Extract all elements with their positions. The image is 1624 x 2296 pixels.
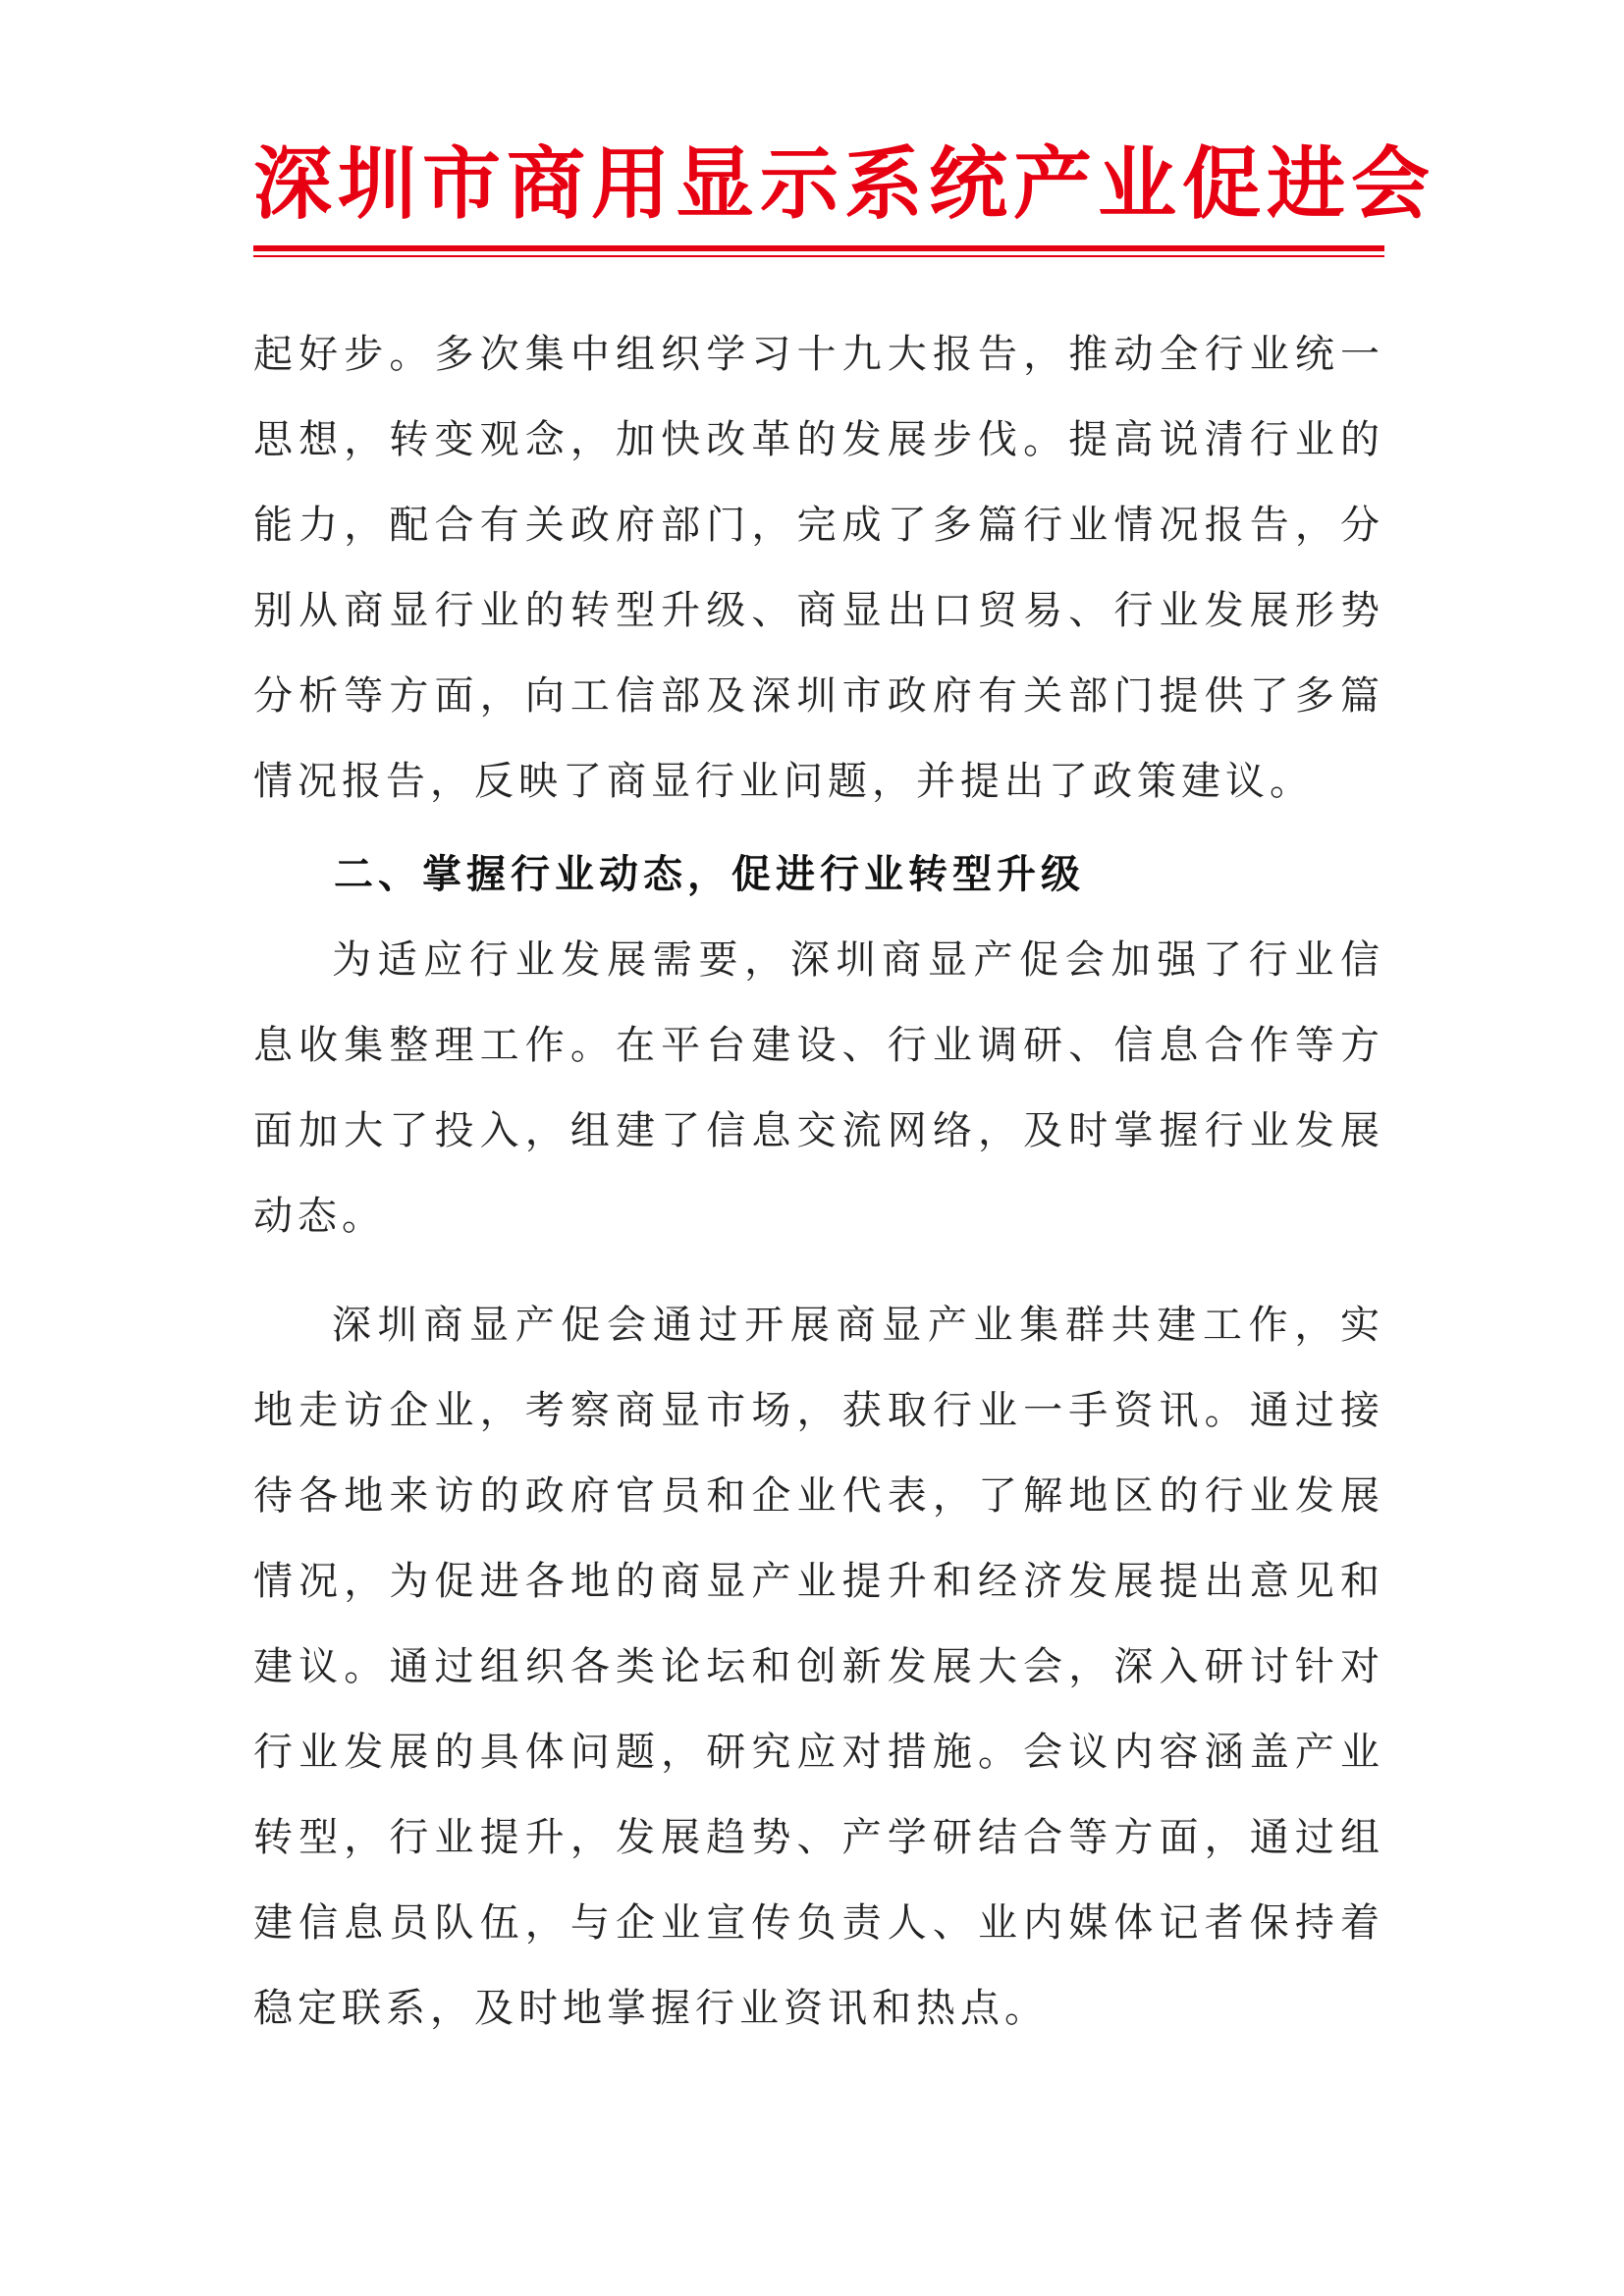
body-paragraph: 深圳商显产促会通过开展商显产业集群共建工作，实地走访企业，考察商显市场，获取行业一手资讯。通过接待各地来访的政府官员和企业代表，了解地区的行业发展情况，为促进各地的商显产业提升和经济发展提出意见和建议。通过组织各类论坛和创新发展大会，深入研讨针对行业发展的具体问题，研究应对措施。会议内容涵盖产业转型，行业提升，发展趋势、产学研结合等方面，通过组建信息员队伍，与企业宣传负责人、业内媒体记者保持着稳定联系，及时地掌握行业资讯和热点。	[253, 1303, 1384, 2031]
spacer	[253, 1259, 1384, 1283]
document-body	[253, 312, 1384, 2052]
section-heading: 二、掌握行业动态，促进行业转型升级	[334, 852, 1085, 897]
body-paragraph-continued: 起好步。多次集中组织学习十九大报告，推动全行业统一思想，转变观念，加快改革的发展步伐。提高说清行业的能力，配合有关政府部门，完成了多篇行业情况报告，分别从商显行业的转型升级、商显出口贸易、行业发展形势分析等方面，向工信部及深圳市政府有关部门提供了多篇情况报告，反映了商显行业问题，并提出了政策建议。	[253, 332, 1384, 804]
spacer	[253, 825, 1384, 832]
letterhead-title: 深圳市商用显示系统产业促进会	[253, 138, 1435, 230]
letterhead-divider-thick	[253, 245, 1384, 251]
body-paragraph: 为适应行业发展需要，深圳商显产促会加强了行业信息收集整理工作。在平台建设、行业调研、信息合作等方面加大了投入，组建了信息交流网络，及时掌握行业发展动态。	[253, 937, 1384, 1239]
letterhead-divider-thin	[253, 255, 1384, 257]
